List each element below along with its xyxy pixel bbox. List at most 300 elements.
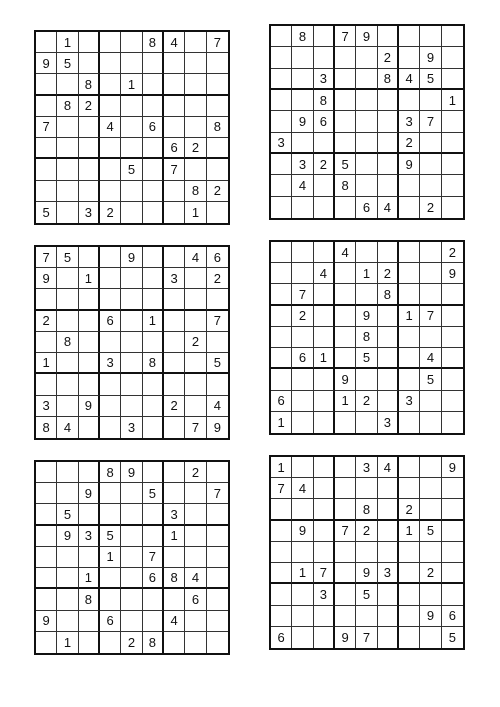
sudoku-cell[interactable]: 5 <box>57 504 78 525</box>
sudoku-cell[interactable] <box>420 284 441 305</box>
sudoku-cell[interactable]: 8 <box>185 181 206 202</box>
sudoku-cell[interactable] <box>314 606 335 627</box>
sudoku-cell[interactable] <box>143 181 164 202</box>
sudoku-cell[interactable] <box>143 138 164 159</box>
sudoku-cell[interactable]: 5 <box>448 629 456 645</box>
sudoku-cell[interactable]: 5 <box>57 247 78 268</box>
sudoku-cell[interactable]: 9 <box>335 369 356 390</box>
sudoku-cell[interactable]: 2 <box>121 632 142 653</box>
sudoku-cell[interactable] <box>121 374 142 395</box>
sudoku-cell[interactable] <box>399 90 420 111</box>
sudoku-cell[interactable] <box>378 521 399 542</box>
sudoku-cell[interactable]: 7 <box>356 627 377 648</box>
sudoku-cell[interactable] <box>356 90 377 111</box>
sudoku-cell[interactable] <box>100 417 121 438</box>
sudoku-cell[interactable] <box>292 606 313 627</box>
sudoku-cell[interactable] <box>100 74 121 95</box>
sudoku-cell[interactable]: 9 <box>79 483 100 504</box>
sudoku-cell[interactable] <box>335 133 356 154</box>
sudoku-cell[interactable] <box>185 159 206 180</box>
sudoku-cell[interactable] <box>143 589 164 610</box>
sudoku-cell[interactable] <box>399 369 420 390</box>
sudoku-cell[interactable] <box>356 175 377 196</box>
sudoku-cell[interactable]: 8 <box>378 284 399 305</box>
sudoku-cell[interactable] <box>207 138 228 159</box>
sudoku-cell[interactable] <box>57 311 78 332</box>
sudoku-cell[interactable]: 6 <box>185 589 206 610</box>
sudoku-cell[interactable] <box>79 53 100 74</box>
sudoku-cell[interactable] <box>314 133 335 154</box>
sudoku-cell[interactable]: 2 <box>399 133 420 154</box>
sudoku-cell[interactable]: 4 <box>378 457 399 478</box>
sudoku-cell[interactable] <box>185 483 206 504</box>
sudoku-cell[interactable]: 7 <box>207 483 228 504</box>
sudoku-cell[interactable] <box>292 47 313 68</box>
sudoku-cell[interactable] <box>143 268 164 289</box>
sudoku-cell[interactable] <box>314 26 335 47</box>
sudoku-cell[interactable]: 9 <box>292 111 313 132</box>
sudoku-cell[interactable] <box>79 332 100 353</box>
sudoku-cell[interactable] <box>399 47 420 68</box>
sudoku-cell[interactable] <box>356 47 377 68</box>
sudoku-cell[interactable] <box>164 462 185 483</box>
sudoku-cell[interactable] <box>292 542 313 563</box>
sudoku-cell[interactable]: 9 <box>292 521 313 542</box>
sudoku-cell[interactable] <box>378 175 399 196</box>
sudoku-cell[interactable] <box>121 32 142 53</box>
sudoku-cell[interactable] <box>100 96 121 117</box>
sudoku-cell[interactable] <box>420 154 441 175</box>
sudoku-cell[interactable] <box>57 547 78 568</box>
sudoku-cell[interactable] <box>356 69 377 90</box>
sudoku-cell[interactable]: 9 <box>420 606 441 627</box>
sudoku-cell[interactable] <box>314 197 335 218</box>
sudoku-cell[interactable] <box>420 263 441 284</box>
sudoku-cell[interactable] <box>442 133 463 154</box>
sudoku-cell[interactable]: 7 <box>420 306 441 327</box>
sudoku-cell[interactable] <box>207 547 228 568</box>
sudoku-cell[interactable]: 4 <box>100 117 121 138</box>
sudoku-cell[interactable]: 6 <box>143 568 164 589</box>
sudoku-cell[interactable] <box>378 391 399 412</box>
sudoku-cell[interactable]: 2 <box>292 306 313 327</box>
sudoku-cell[interactable] <box>335 69 356 90</box>
sudoku-cell[interactable]: 2 <box>314 154 335 175</box>
sudoku-cell[interactable]: 1 <box>335 391 356 412</box>
sudoku-cell[interactable] <box>314 499 335 520</box>
sudoku-cell[interactable] <box>185 53 206 74</box>
sudoku-cell[interactable] <box>356 111 377 132</box>
sudoku-cell[interactable] <box>143 374 164 395</box>
sudoku-cell[interactable] <box>420 627 441 648</box>
sudoku-cell[interactable] <box>207 632 228 653</box>
sudoku-cell[interactable] <box>292 242 313 263</box>
sudoku-cell[interactable]: 1 <box>143 311 164 332</box>
sudoku-cell[interactable]: 2 <box>164 396 185 417</box>
sudoku-cell[interactable] <box>100 332 121 353</box>
sudoku-cell[interactable] <box>121 311 142 332</box>
sudoku-cell[interactable] <box>207 74 228 95</box>
sudoku-cell[interactable]: 2 <box>356 521 377 542</box>
sudoku-cell[interactable]: 4 <box>185 568 206 589</box>
sudoku-cell[interactable] <box>399 584 420 605</box>
sudoku-cell[interactable] <box>399 542 420 563</box>
sudoku-cell[interactable] <box>399 242 420 263</box>
sudoku-cell[interactable] <box>442 563 463 584</box>
sudoku-cell[interactable]: 7 <box>335 521 356 542</box>
sudoku-cell[interactable] <box>420 391 441 412</box>
sudoku-cell[interactable]: 8 <box>164 568 185 589</box>
sudoku-cell[interactable]: 9 <box>420 47 441 68</box>
sudoku-cell[interactable] <box>164 311 185 332</box>
sudoku-cell[interactable] <box>121 289 142 310</box>
sudoku-cell[interactable] <box>442 584 463 605</box>
sudoku-cell[interactable] <box>271 499 292 520</box>
sudoku-cell[interactable] <box>399 627 420 648</box>
sudoku-cell[interactable] <box>314 47 335 68</box>
sudoku-cell[interactable]: 1 <box>442 90 463 111</box>
sudoku-cell[interactable]: 9 <box>121 247 142 268</box>
sudoku-cell[interactable] <box>185 526 206 547</box>
sudoku-cell[interactable] <box>164 332 185 353</box>
sudoku-cell[interactable]: 7 <box>292 284 313 305</box>
sudoku-cell[interactable]: 3 <box>121 417 142 438</box>
sudoku-cell[interactable] <box>399 348 420 369</box>
sudoku-cell[interactable] <box>121 53 142 74</box>
sudoku-cell[interactable] <box>100 181 121 202</box>
sudoku-cell[interactable] <box>378 111 399 132</box>
sudoku-cell[interactable]: 7 <box>335 26 356 47</box>
sudoku-cell[interactable] <box>271 348 292 369</box>
sudoku-cell[interactable] <box>185 353 206 374</box>
sudoku-cell[interactable] <box>314 391 335 412</box>
sudoku-cell[interactable] <box>79 159 100 180</box>
sudoku-cell[interactable] <box>164 374 185 395</box>
sudoku-cell[interactable]: 3 <box>314 69 335 90</box>
sudoku-cell[interactable] <box>335 563 356 584</box>
sudoku-cell[interactable] <box>100 159 121 180</box>
sudoku-cell[interactable] <box>335 306 356 327</box>
sudoku-cell[interactable]: 1 <box>399 306 420 327</box>
sudoku-cell[interactable]: 1 <box>57 632 78 653</box>
sudoku-cell[interactable] <box>399 197 420 218</box>
sudoku-cell[interactable]: 9 <box>442 457 463 478</box>
sudoku-cell[interactable] <box>79 462 100 483</box>
sudoku-cell[interactable]: 3 <box>100 353 121 374</box>
sudoku-cell[interactable] <box>79 611 100 632</box>
sudoku-cell[interactable] <box>378 499 399 520</box>
sudoku-cell[interactable] <box>143 332 164 353</box>
sudoku-cell[interactable] <box>442 197 463 218</box>
sudoku-cell[interactable] <box>121 181 142 202</box>
sudoku-cell[interactable] <box>271 327 292 348</box>
sudoku-cell[interactable]: 3 <box>378 412 399 433</box>
sudoku-cell[interactable]: 1 <box>100 547 121 568</box>
sudoku-cell[interactable] <box>442 478 463 499</box>
sudoku-cell[interactable] <box>271 26 292 47</box>
sudoku-cell[interactable] <box>79 353 100 374</box>
sudoku-cell[interactable] <box>271 69 292 90</box>
sudoku-cell[interactable]: 4 <box>185 247 206 268</box>
sudoku-cell[interactable] <box>185 632 206 653</box>
sudoku-cell[interactable]: 7 <box>36 247 57 268</box>
sudoku-cell[interactable] <box>335 263 356 284</box>
sudoku-cell[interactable]: 2 <box>207 181 228 202</box>
sudoku-cell[interactable] <box>271 47 292 68</box>
sudoku-cell[interactable] <box>378 154 399 175</box>
sudoku-cell[interactable] <box>36 547 57 568</box>
sudoku-cell[interactable] <box>164 247 185 268</box>
sudoku-cell[interactable] <box>36 632 57 653</box>
sudoku-cell[interactable] <box>271 521 292 542</box>
sudoku-cell[interactable]: 6 <box>100 611 121 632</box>
sudoku-cell[interactable] <box>100 568 121 589</box>
sudoku-cell[interactable]: 7 <box>185 417 206 438</box>
sudoku-cell[interactable]: 9 <box>36 268 57 289</box>
sudoku-cell[interactable]: 6 <box>271 627 292 648</box>
sudoku-cell[interactable]: 3 <box>164 268 185 289</box>
sudoku-cell[interactable]: 2 <box>100 202 121 223</box>
sudoku-cell[interactable]: 4 <box>314 263 335 284</box>
sudoku-cell[interactable] <box>335 584 356 605</box>
sudoku-cell[interactable] <box>420 499 441 520</box>
sudoku-cell[interactable] <box>100 374 121 395</box>
sudoku-cell[interactable]: 8 <box>356 499 377 520</box>
sudoku-cell[interactable]: 6 <box>292 348 313 369</box>
sudoku-cell[interactable]: 8 <box>57 96 78 117</box>
sudoku-cell[interactable] <box>100 632 121 653</box>
sudoku-cell[interactable]: 5 <box>420 521 441 542</box>
sudoku-cell[interactable] <box>143 504 164 525</box>
sudoku-cell[interactable] <box>335 457 356 478</box>
sudoku-cell[interactable] <box>314 242 335 263</box>
sudoku-cell[interactable] <box>57 353 78 374</box>
sudoku-cell[interactable]: 3 <box>314 584 335 605</box>
sudoku-cell[interactable] <box>356 369 377 390</box>
sudoku-cell[interactable] <box>335 606 356 627</box>
sudoku-cell[interactable]: 1 <box>36 353 57 374</box>
sudoku-cell[interactable] <box>36 159 57 180</box>
sudoku-cell[interactable]: 4 <box>420 348 441 369</box>
sudoku-cell[interactable]: 7 <box>143 547 164 568</box>
sudoku-cell[interactable] <box>271 563 292 584</box>
sudoku-cell[interactable] <box>420 90 441 111</box>
sudoku-cell[interactable] <box>335 348 356 369</box>
sudoku-cell[interactable]: 3 <box>36 396 57 417</box>
sudoku-cell[interactable] <box>121 483 142 504</box>
sudoku-cell[interactable] <box>143 417 164 438</box>
sudoku-cell[interactable]: 3 <box>79 202 100 223</box>
sudoku-cell[interactable] <box>442 348 463 369</box>
sudoku-cell[interactable]: 8 <box>378 69 399 90</box>
sudoku-cell[interactable] <box>121 96 142 117</box>
sudoku-cell[interactable] <box>378 327 399 348</box>
sudoku-cell[interactable] <box>335 478 356 499</box>
sudoku-cell[interactable]: 8 <box>143 32 164 53</box>
sudoku-cell[interactable]: 6 <box>207 247 228 268</box>
sudoku-cell[interactable]: 9 <box>57 526 78 547</box>
sudoku-cell[interactable] <box>36 568 57 589</box>
sudoku-cell[interactable]: 5 <box>36 202 57 223</box>
sudoku-cell[interactable] <box>314 284 335 305</box>
sudoku-cell[interactable] <box>420 584 441 605</box>
sudoku-cell[interactable] <box>143 611 164 632</box>
sudoku-cell[interactable] <box>143 247 164 268</box>
sudoku-cell[interactable]: 7 <box>207 311 228 332</box>
sudoku-cell[interactable] <box>442 369 463 390</box>
sudoku-cell[interactable] <box>271 154 292 175</box>
sudoku-cell[interactable] <box>121 568 142 589</box>
sudoku-cell[interactable]: 8 <box>292 26 313 47</box>
sudoku-cell[interactable]: 1 <box>399 521 420 542</box>
sudoku-cell[interactable]: 5 <box>420 369 441 390</box>
sudoku-cell[interactable]: 1 <box>164 526 185 547</box>
sudoku-cell[interactable] <box>207 96 228 117</box>
sudoku-cell[interactable] <box>378 133 399 154</box>
sudoku-cell[interactable] <box>420 175 441 196</box>
sudoku-cell[interactable] <box>292 412 313 433</box>
sudoku-cell[interactable] <box>271 197 292 218</box>
sudoku-cell[interactable] <box>399 478 420 499</box>
sudoku-cell[interactable] <box>185 547 206 568</box>
sudoku-cell[interactable] <box>314 521 335 542</box>
sudoku-cell[interactable] <box>185 611 206 632</box>
sudoku-cell[interactable]: 8 <box>79 74 100 95</box>
sudoku-cell[interactable] <box>271 284 292 305</box>
sudoku-cell[interactable]: 3 <box>356 457 377 478</box>
sudoku-cell[interactable] <box>57 483 78 504</box>
sudoku-cell[interactable]: 9 <box>356 563 377 584</box>
sudoku-cell[interactable] <box>420 457 441 478</box>
sudoku-cell[interactable] <box>271 242 292 263</box>
sudoku-cell[interactable]: 3 <box>292 154 313 175</box>
sudoku-cell[interactable]: 3 <box>378 563 399 584</box>
sudoku-cell[interactable]: 2 <box>207 268 228 289</box>
sudoku-cell[interactable] <box>79 417 100 438</box>
sudoku-cell[interactable] <box>79 311 100 332</box>
sudoku-cell[interactable]: 5 <box>356 348 377 369</box>
sudoku-cell[interactable] <box>399 457 420 478</box>
sudoku-cell[interactable]: 1 <box>79 268 100 289</box>
sudoku-cell[interactable] <box>378 90 399 111</box>
sudoku-cell[interactable]: 5 <box>335 154 356 175</box>
sudoku-cell[interactable] <box>121 547 142 568</box>
sudoku-cell[interactable]: 6 <box>356 197 377 218</box>
sudoku-cell[interactable] <box>442 412 463 433</box>
sudoku-cell[interactable] <box>314 306 335 327</box>
sudoku-cell[interactable]: 4 <box>292 175 313 196</box>
sudoku-cell[interactable]: 7 <box>207 32 228 53</box>
sudoku-cell[interactable] <box>164 117 185 138</box>
sudoku-cell[interactable] <box>442 391 463 412</box>
sudoku-cell[interactable]: 6 <box>164 138 185 159</box>
sudoku-cell[interactable]: 7 <box>164 159 185 180</box>
sudoku-cell[interactable] <box>143 526 164 547</box>
sudoku-cell[interactable] <box>399 606 420 627</box>
sudoku-cell[interactable] <box>143 462 164 483</box>
sudoku-cell[interactable] <box>100 53 121 74</box>
sudoku-cell[interactable] <box>292 627 313 648</box>
sudoku-cell[interactable] <box>271 306 292 327</box>
sudoku-cell[interactable] <box>79 117 100 138</box>
sudoku-cell[interactable] <box>185 504 206 525</box>
sudoku-cell[interactable] <box>121 268 142 289</box>
sudoku-cell[interactable] <box>121 202 142 223</box>
sudoku-cell[interactable] <box>100 247 121 268</box>
sudoku-cell[interactable]: 9 <box>442 263 463 284</box>
sudoku-cell[interactable] <box>164 74 185 95</box>
sudoku-cell[interactable] <box>121 589 142 610</box>
sudoku-cell[interactable]: 5 <box>356 584 377 605</box>
sudoku-cell[interactable] <box>314 175 335 196</box>
sudoku-cell[interactable] <box>442 521 463 542</box>
sudoku-cell[interactable] <box>185 117 206 138</box>
sudoku-cell[interactable] <box>314 412 335 433</box>
sudoku-cell[interactable] <box>143 74 164 95</box>
sudoku-cell[interactable]: 1 <box>356 263 377 284</box>
sudoku-cell[interactable]: 4 <box>164 611 185 632</box>
sudoku-cell[interactable] <box>378 26 399 47</box>
sudoku-cell[interactable] <box>57 159 78 180</box>
sudoku-cell[interactable] <box>164 202 185 223</box>
sudoku-cell[interactable] <box>121 611 142 632</box>
sudoku-cell[interactable] <box>79 247 100 268</box>
sudoku-cell[interactable] <box>36 462 57 483</box>
sudoku-cell[interactable] <box>420 542 441 563</box>
sudoku-cell[interactable]: 2 <box>185 332 206 353</box>
sudoku-cell[interactable] <box>399 175 420 196</box>
sudoku-cell[interactable]: 4 <box>292 478 313 499</box>
sudoku-cell[interactable] <box>356 542 377 563</box>
sudoku-cell[interactable]: 5 <box>57 53 78 74</box>
sudoku-cell[interactable] <box>79 374 100 395</box>
sudoku-cell[interactable]: 2 <box>185 462 206 483</box>
sudoku-cell[interactable] <box>292 391 313 412</box>
sudoku-cell[interactable] <box>57 202 78 223</box>
sudoku-cell[interactable] <box>356 412 377 433</box>
sudoku-cell[interactable]: 6 <box>100 311 121 332</box>
sudoku-cell[interactable] <box>121 504 142 525</box>
sudoku-cell[interactable] <box>442 327 463 348</box>
sudoku-cell[interactable]: 8 <box>356 327 377 348</box>
sudoku-cell[interactable] <box>143 159 164 180</box>
sudoku-cell[interactable] <box>164 632 185 653</box>
sudoku-cell[interactable] <box>335 327 356 348</box>
sudoku-cell[interactable]: 5 <box>100 526 121 547</box>
sudoku-cell[interactable] <box>143 53 164 74</box>
sudoku-cell[interactable]: 1 <box>57 32 78 53</box>
sudoku-cell[interactable] <box>143 96 164 117</box>
sudoku-cell[interactable] <box>378 369 399 390</box>
sudoku-cell[interactable] <box>378 627 399 648</box>
sudoku-cell[interactable] <box>292 327 313 348</box>
sudoku-cell[interactable] <box>36 181 57 202</box>
sudoku-cell[interactable] <box>207 289 228 310</box>
sudoku-cell[interactable]: 9 <box>36 611 57 632</box>
sudoku-cell[interactable] <box>442 69 463 90</box>
sudoku-cell[interactable]: 8 <box>314 90 335 111</box>
sudoku-cell[interactable]: 6 <box>143 117 164 138</box>
sudoku-cell[interactable] <box>442 26 463 47</box>
sudoku-cell[interactable]: 2 <box>79 96 100 117</box>
sudoku-cell[interactable] <box>143 289 164 310</box>
sudoku-cell[interactable] <box>36 96 57 117</box>
sudoku-cell[interactable] <box>100 396 121 417</box>
sudoku-cell[interactable] <box>442 306 463 327</box>
sudoku-cell[interactable] <box>399 412 420 433</box>
sudoku-cell[interactable] <box>207 332 228 353</box>
sudoku-cell[interactable] <box>121 526 142 547</box>
